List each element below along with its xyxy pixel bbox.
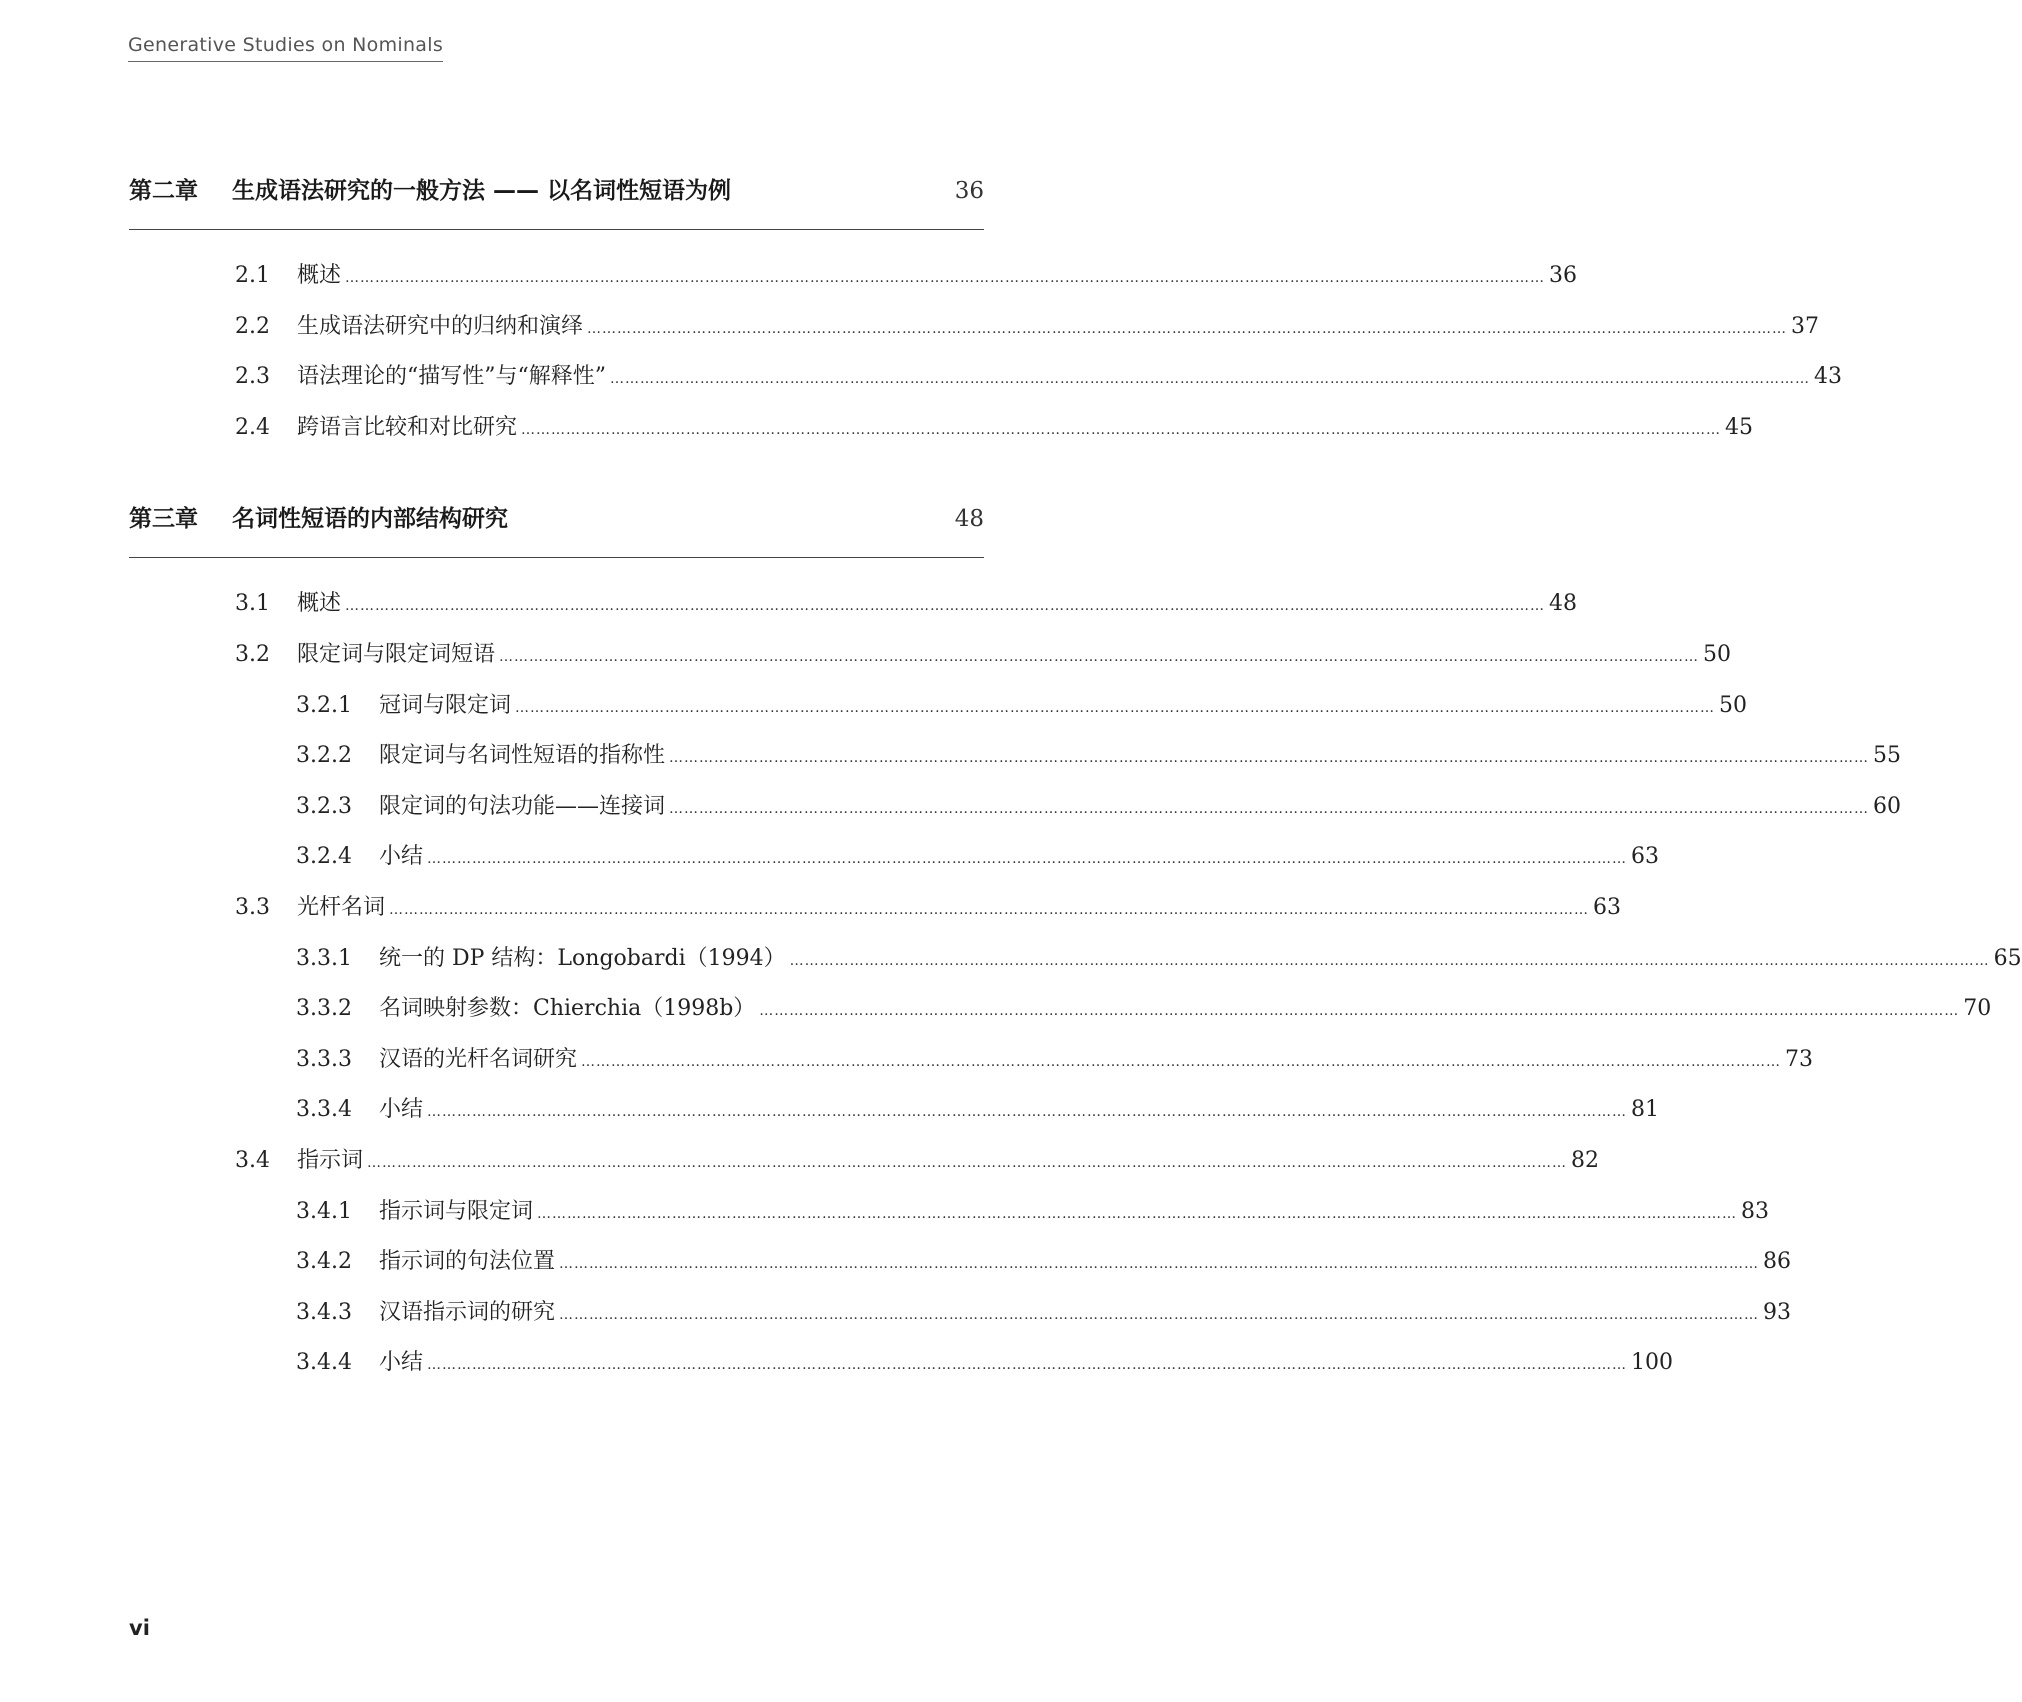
- toc-subsection-entry[interactable]: [129, 789, 1902, 840]
- toc-section-entry[interactable]: [129, 637, 1732, 688]
- dot-leader: ……………………………………………………………………………………………………………………………………………………………………………………………………………………: [515, 699, 1716, 716]
- entry-number: 3.4.3: [296, 1299, 352, 1325]
- dot-leader: ……………………………………………………………………………………………………………………………………………………………………………………………………………………: [427, 1357, 1628, 1374]
- toc-subsection-entry[interactable]: [129, 1345, 1674, 1396]
- toc-subsection-entry[interactable]: [129, 738, 1902, 789]
- dot-leader: ……………………………………………………………………………………………………………………………………………………………………………………………………………………: [427, 1104, 1628, 1121]
- toc-section-entry[interactable]: [129, 890, 1622, 941]
- dot-leader: ……………………………………………………………………………………………………………………………………………………………………………………………………………………: [521, 421, 1722, 438]
- dot-leader: ……………………………………………………………………………………………………………………………………………………………………………………………………………………: [345, 270, 1546, 286]
- entry-title: 光杆名词: [297, 894, 386, 920]
- entry-number: 3.4.1: [296, 1198, 352, 1224]
- entry-page-number: 81: [1631, 1097, 1660, 1123]
- entry-title: 生成语法研究中的归纳和演绎: [297, 313, 584, 339]
- entry-title: 汉语的光杆名词研究: [379, 1046, 578, 1072]
- dot-leader: ……………………………………………………………………………………………………………………………………………………………………………………………………………………: [537, 1205, 1738, 1222]
- entry-title: 统一的 DP 结构：Longobardi（1994）: [379, 945, 786, 971]
- dot-leader: ……………………………………………………………………………………………………………………………………………………………………………………………………………………: [367, 1154, 1568, 1171]
- dot-leader: ……………………………………………………………………………………………………………………………………………………………………………………………………………………: [581, 1053, 1782, 1070]
- entry-page-number: 82: [1571, 1147, 1600, 1173]
- entry-title: 限定词与限定词短语: [297, 641, 496, 667]
- entry-title: 指示词: [297, 1147, 364, 1173]
- toc-section-entry[interactable]: [129, 410, 1754, 461]
- entry-number: 2.4: [235, 414, 270, 440]
- entry-title: 跨语言比较和对比研究: [297, 414, 518, 440]
- entry-page-number: 45: [1725, 414, 1754, 440]
- entry-page-number: 63: [1631, 844, 1660, 870]
- entry-page-number: 83: [1741, 1198, 1770, 1224]
- toc-section-entry[interactable]: [129, 1143, 1600, 1194]
- entry-page-number: 65: [1993, 945, 2022, 971]
- dot-leader: ……………………………………………………………………………………………………………………………………………………………………………………………………………………: [427, 851, 1628, 868]
- dot-leader: ……………………………………………………………………………………………………………………………………………………………………………………………………………………: [345, 598, 1546, 615]
- entry-number: 3.2.3: [296, 793, 352, 819]
- entry-title: 名词映射参数：Chierchia（1998b）: [379, 996, 756, 1022]
- dot-leader: ……………………………………………………………………………………………………………………………………………………………………………………………………………………: [669, 750, 1870, 767]
- dot-leader: ……………………………………………………………………………………………………………………………………………………………………………………………………………………: [587, 320, 1788, 337]
- entry-page-number: 36: [1549, 263, 1578, 288]
- toc-entry-list: [129, 230, 1842, 460]
- entry-title: 小结: [379, 844, 424, 870]
- entry-page-number: 93: [1763, 1299, 1792, 1325]
- entry-page-number: 48: [1549, 591, 1578, 617]
- entry-title: 概述: [297, 591, 342, 617]
- dot-leader: ……………………………………………………………………………………………………………………………………………………………………………………………………………………: [559, 1256, 1760, 1273]
- entry-number: 3.3.2: [296, 996, 352, 1022]
- entry-number: 3.4.4: [296, 1350, 352, 1376]
- entry-number: 3.3.1: [296, 945, 352, 971]
- toc-subsection-entry[interactable]: [129, 1244, 1792, 1295]
- entry-page-number: 55: [1873, 743, 1902, 769]
- entry-number: 3.3.3: [296, 1046, 352, 1072]
- toc-section-entry[interactable]: [129, 359, 1842, 410]
- entry-title: 小结: [379, 1097, 424, 1123]
- toc-subsection-entry[interactable]: [129, 1092, 1660, 1143]
- entry-title: 汉语指示词的研究: [379, 1299, 556, 1325]
- entry-number: 3.2: [235, 641, 270, 667]
- entry-title: 概述: [297, 263, 342, 288]
- entry-number: 3.4: [235, 1147, 270, 1173]
- entry-title: 指示词与限定词: [379, 1198, 534, 1224]
- entry-number: 2.3: [235, 364, 270, 390]
- toc-subsection-entry[interactable]: [129, 991, 1992, 1042]
- chapter-label: 第三章: [129, 506, 198, 533]
- entry-number: 3.4.2: [296, 1249, 352, 1275]
- entry-page-number: 70: [1963, 996, 1992, 1022]
- dot-leader: ……………………………………………………………………………………………………………………………………………………………………………………………………………………: [559, 1306, 1760, 1323]
- chapter-title: 名词性短语的内部结构研究: [232, 506, 508, 533]
- table-of-contents: [129, 160, 2022, 1396]
- chapter-label: 第二章: [129, 178, 198, 204]
- dot-leader: ……………………………………………………………………………………………………………………………………………………………………………………………………………………: [669, 800, 1870, 817]
- entry-title: 语法理论的“描写性”与“解释性”: [297, 364, 606, 390]
- entry-number: 2.1: [235, 263, 270, 288]
- toc-section-entry[interactable]: [129, 309, 1820, 360]
- chapter-page-number: 36: [954, 178, 984, 204]
- entry-number: 3.2.4: [296, 844, 352, 870]
- entry-page-number: 50: [1719, 692, 1748, 718]
- toc-entry-list: [129, 558, 2022, 1396]
- entry-page-number: 43: [1814, 364, 1842, 390]
- dot-leader: ……………………………………………………………………………………………………………………………………………………………………………………………………………………: [610, 371, 1810, 388]
- entry-number: 3.2.1: [296, 692, 352, 718]
- entry-page-number: 86: [1763, 1249, 1792, 1275]
- entry-page-number: 63: [1593, 894, 1622, 920]
- toc-section-entry[interactable]: [129, 586, 1578, 637]
- entry-title: 小结: [379, 1350, 424, 1376]
- entry-number: 3.3.4: [296, 1097, 352, 1123]
- entry-page-number: 100: [1631, 1350, 1674, 1376]
- entry-number: 3.2.2: [296, 743, 352, 769]
- entry-number: 3.3: [235, 894, 270, 920]
- toc-subsection-entry[interactable]: [129, 688, 1748, 739]
- chapter-heading[interactable]: [129, 488, 984, 558]
- dot-leader: ……………………………………………………………………………………………………………………………………………………………………………………………………………………: [789, 952, 1990, 969]
- dot-leader: ……………………………………………………………………………………………………………………………………………………………………………………………………………………: [759, 1003, 1960, 1020]
- entry-page-number: 60: [1873, 793, 1902, 819]
- toc-subsection-entry[interactable]: [129, 839, 1660, 890]
- entry-number: 2.2: [235, 313, 270, 339]
- toc-subsection-entry[interactable]: [129, 941, 2022, 992]
- entry-page-number: 73: [1785, 1046, 1814, 1072]
- dot-leader: ……………………………………………………………………………………………………………………………………………………………………………………………………………………: [389, 901, 1590, 918]
- chapter-title: 生成语法研究的一般方法 —— 以名词性短语为例: [232, 178, 732, 204]
- entry-title: 限定词与名词性短语的指称性: [379, 743, 666, 769]
- dot-leader: ……………………………………………………………………………………………………………………………………………………………………………………………………………………: [499, 648, 1700, 665]
- entry-title: 限定词的句法功能——连接词: [379, 793, 666, 819]
- entry-page-number: 37: [1791, 313, 1820, 339]
- entry-title: 指示词的句法位置: [379, 1249, 556, 1275]
- entry-number: 3.1: [235, 591, 270, 617]
- chapter-heading[interactable]: [129, 160, 984, 230]
- toc-subsection-entry[interactable]: [129, 1295, 1792, 1346]
- entry-title: 冠词与限定词: [379, 692, 512, 718]
- entry-page-number: 50: [1703, 641, 1732, 667]
- toc-subsection-entry[interactable]: [129, 1194, 1770, 1245]
- page-number: vi: [129, 1616, 150, 1640]
- chapter-page-number: 48: [954, 506, 984, 533]
- toc-subsection-entry[interactable]: [129, 1042, 1814, 1093]
- toc-section-entry[interactable]: [129, 258, 1578, 309]
- running-header: Generative Studies on Nominals: [128, 34, 443, 62]
